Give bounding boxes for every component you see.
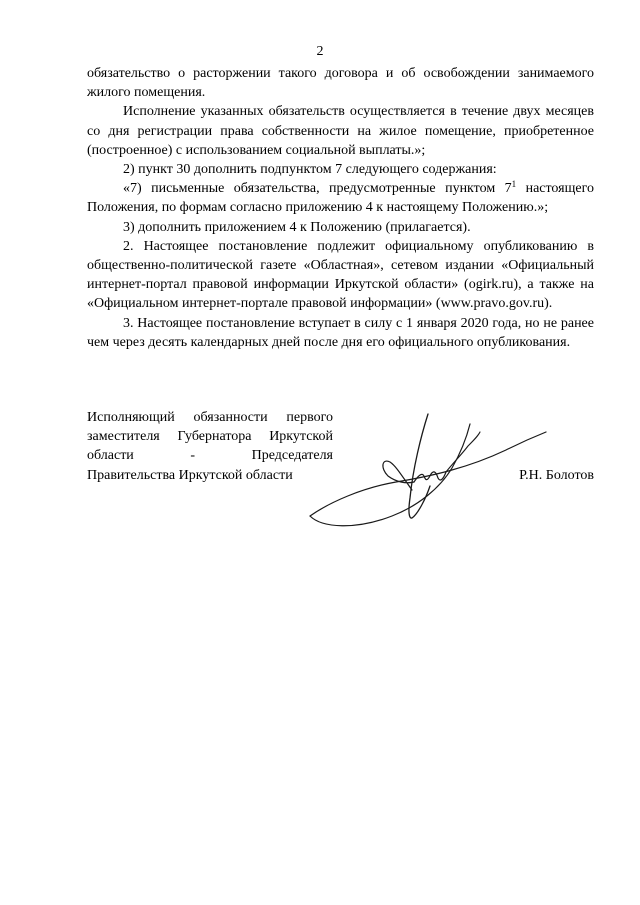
signer-title-line: заместителя Губернатора Иркутской [87, 429, 333, 445]
signer-title-line: области - Председателя [87, 448, 333, 464]
signer-title-line: Исполняющий обязанности первого [87, 410, 333, 425]
paragraph-amendment-item-2: 2) пункт 30 дополнить подпунктом 7 следующего содержания: [123, 162, 497, 178]
paragraph-obligations-term: Исполнение указанных обязательств осуществляется в течение двух месяцев со дня регистрации права собственности на жилое помещение, приобретенное (построенное) с использованием социальной выплаты.»; [87, 104, 594, 158]
subitem-7-text-end: настоящего Положения, по формам согласно приложению 4 к настоящему Положению.»; [87, 181, 594, 216]
superscript-index: 1 [511, 179, 517, 190]
paragraph-continuation: обязательство о расторжении такого договора и об освобождении занимаемого жилого помещения. [87, 66, 594, 101]
paragraph-publication: 2. Настоящее постановление подлежит официальному опубликованию в общественно-политической газете «Областная», сетевом издании «Официальный интернет-портал правовой информации Иркутской области» (ogirk.ru), а также на «Официальном интернет-портале правовой информации» (www.pravo.gov.ru). [87, 238, 594, 312]
paragraph-entry-into-force: 3. Настоящее постановление вступает в силу с 1 января 2020 года, но не ранее чем через десять календарных дней после дня его официального опубликования. [87, 315, 594, 350]
subitem-7-text-start: «7) письменные обязательства, предусмотренные пунктом 7 [123, 181, 512, 197]
document-body [87, 64, 594, 352]
page-number: 2 [316, 44, 324, 59]
signer-title-line: Правительства Иркутской области [87, 467, 293, 483]
signer-title-block [87, 408, 333, 485]
signer-name: Р.Н. Болотов [519, 468, 594, 483]
paragraph-subitem-7 [87, 179, 594, 217]
paragraph-amendment-item-3: 3) дополнить приложением 4 к Положению (прилагается). [123, 219, 471, 235]
handwritten-signature [300, 406, 550, 536]
